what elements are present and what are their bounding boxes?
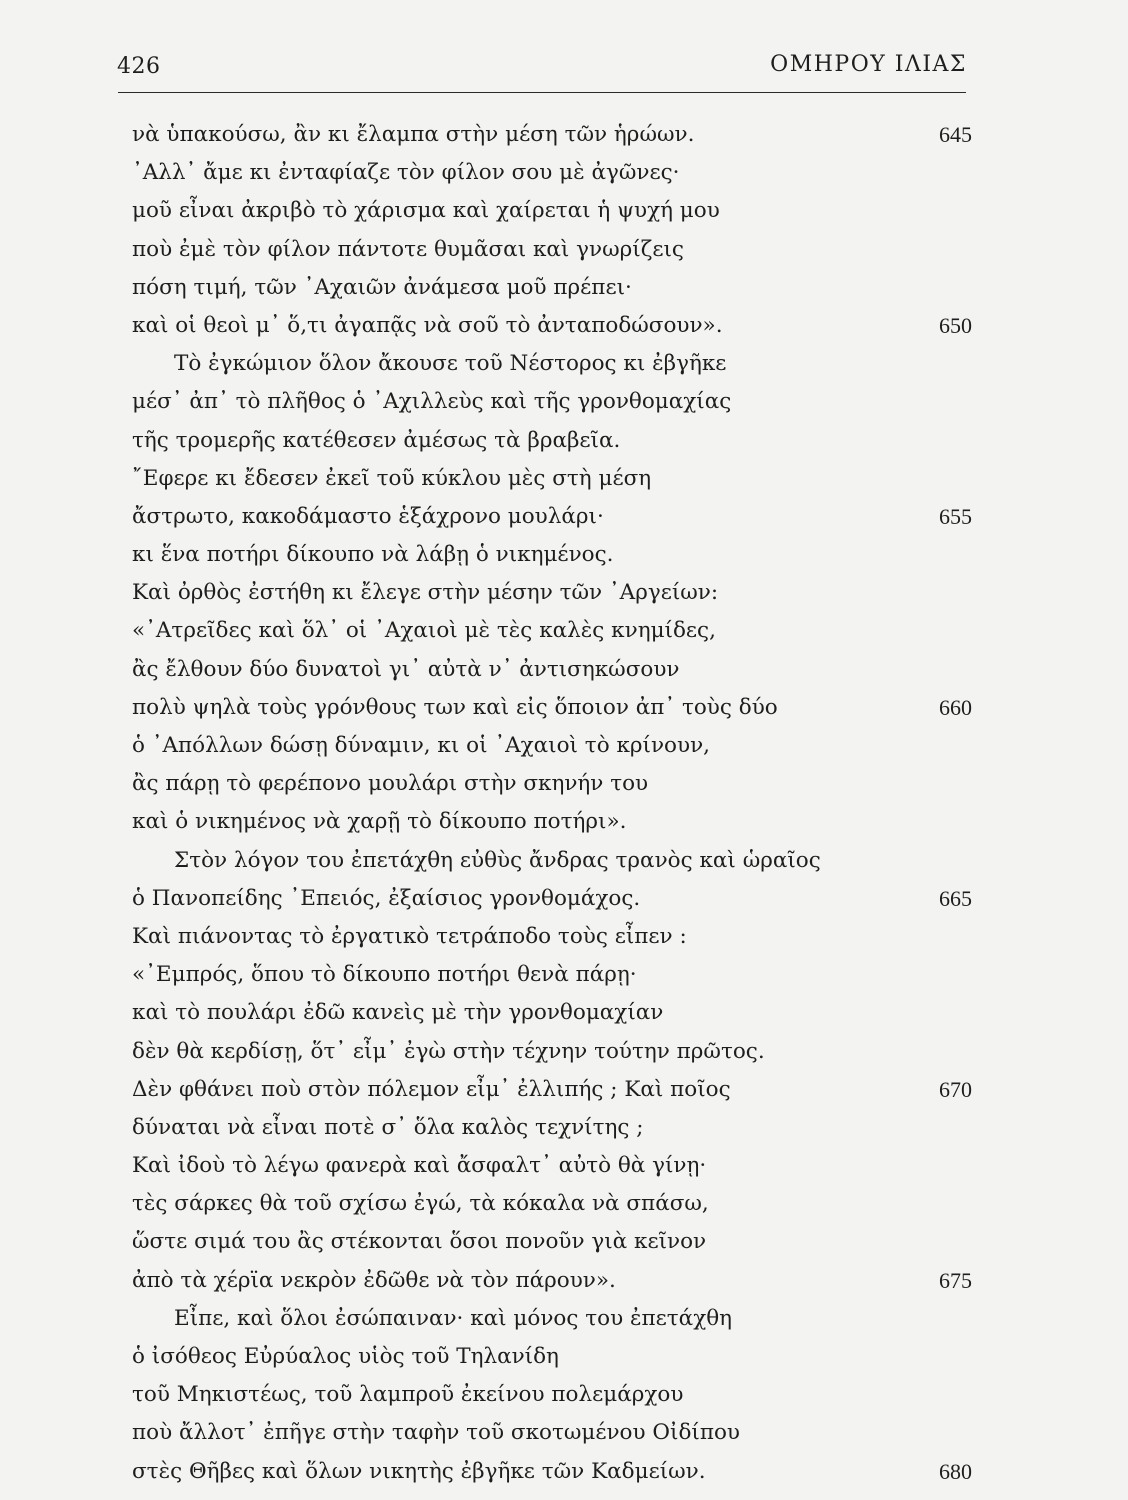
verse-line bbox=[132, 918, 972, 956]
line-number: 680 bbox=[939, 1458, 972, 1484]
verse-line bbox=[132, 994, 972, 1032]
verse-line bbox=[132, 154, 972, 192]
verse-text: ὁ Πανοπείδης ᾿Επειός, ἐξαίσιος γρονθομάχος. bbox=[132, 885, 641, 911]
line-number: 670 bbox=[939, 1076, 972, 1102]
verse-line bbox=[132, 727, 972, 765]
line-number: 650 bbox=[939, 312, 972, 338]
verse-line bbox=[132, 231, 972, 269]
verse-text: τὲς σάρκες θὰ τοῦ σχίσω ἐγώ, τὰ κόκαλα νὰ σπάσω, bbox=[132, 1191, 709, 1217]
verse-line bbox=[132, 880, 972, 918]
verse-line bbox=[132, 1071, 972, 1109]
line-number: 675 bbox=[939, 1267, 972, 1293]
verse-text: καὶ οἱ θεοὶ μ᾿ ὅ,τι ἀγαπᾷς νὰ σοῦ τὸ ἀνταποδώσουν». bbox=[132, 312, 723, 338]
verse-text: «᾿Ατρεῖδες καὶ ὅλ᾿ οἱ ᾿Αχαιοὶ μὲ τὲς καλὲς κνημίδες, bbox=[132, 618, 716, 644]
line-number: 660 bbox=[939, 694, 972, 720]
verse-text: δὲν θὰ κερδίσῃ, ὅτ᾿ εἶμ᾿ ἐγὼ στὴν τέχνην τούτην πρῶτος. bbox=[132, 1038, 765, 1064]
verse-line bbox=[132, 1376, 972, 1414]
verse-line bbox=[132, 307, 972, 345]
verse-line bbox=[132, 842, 972, 880]
verse-line bbox=[132, 1033, 972, 1071]
verse-line bbox=[132, 498, 972, 536]
verse-text: δύναται νὰ εἶναι ποτὲ σ᾿ ὅλα καλὸς τεχνίτης ; bbox=[132, 1114, 644, 1140]
verse-line bbox=[132, 612, 972, 650]
verse-text: Καὶ πιάνοντας τὸ ἐργατικὸ τετράποδο τοὺς εἶπεν : bbox=[132, 923, 687, 949]
verse-line bbox=[132, 192, 972, 230]
verse-text: ἂς πάρῃ τὸ φερέπονο μουλάρι στὴν σκηνήν του bbox=[132, 771, 649, 797]
verse-text: Εἶπε, καὶ ὅλοι ἐσώπαιναν· καὶ μόνος του ἐπετάχθη bbox=[174, 1305, 733, 1331]
verse-text: Δὲν φθάνει ποὺ στὸν πόλεμον εἶμ᾿ ἐλλιπής ; Καὶ ποῖος bbox=[132, 1076, 731, 1102]
verse-text: ῎Εφερε κι ἔδεσεν ἐκεῖ τοῦ κύκλου μὲς στὴ μέση bbox=[132, 465, 652, 491]
verse-text: μέσ᾿ ἀπ᾿ τὸ πλῆθος ὁ ᾿Αχιλλεὺς καὶ τῆς γρονθομαχίας bbox=[132, 389, 732, 415]
verse-line bbox=[132, 345, 972, 383]
verse-text: τοῦ Μηκιστέως, τοῦ λαμπροῦ ἐκείνου πολεμάρχου bbox=[132, 1382, 684, 1408]
line-number: 665 bbox=[939, 885, 972, 911]
verse-line bbox=[132, 1414, 972, 1452]
verse-line bbox=[132, 803, 972, 841]
header-rule bbox=[118, 92, 966, 93]
verse-line bbox=[132, 460, 972, 498]
verse-line bbox=[132, 536, 972, 574]
verse-text: στὲς Θῆβες καὶ ὅλων νικητὴς ἐβγῆκε τῶν Καδμείων. bbox=[132, 1458, 706, 1484]
verse-text: τῆς τρομερῆς κατέθεσεν ἀμέσως τὰ βραβεῖα. bbox=[132, 427, 621, 453]
verse-text: Καὶ ὀρθὸς ἐστήθη κι ἔλεγε στὴν μέσην τῶν ᾿Αργείων: bbox=[132, 580, 719, 606]
verse-text: ἀπὸ τὰ χέρϊα νεκρὸν ἐδῶθε νὰ τὸν πάρουν». bbox=[132, 1267, 616, 1293]
verse-block bbox=[132, 116, 972, 1491]
verse-text: ὥστε σιμά του ἂς στέκονται ὅσοι πονοῦν γιὰ κεῖνον bbox=[132, 1229, 707, 1255]
verse-line bbox=[132, 422, 972, 460]
verse-text: «᾿Εμπρός, ὅπου τὸ δίκουπο ποτήρι θενὰ πάρῃ· bbox=[132, 962, 637, 988]
verse-text: ᾿Αλλ᾿ ἄμε κι ἐνταφίαζε τὸν φίλον σου μὲ ἀγῶνες· bbox=[132, 160, 680, 186]
verse-line bbox=[132, 116, 972, 154]
verse-line bbox=[132, 651, 972, 689]
verse-line bbox=[132, 269, 972, 307]
verse-text: ἄστρωτο, κακοδάμαστο ἑξάχρονο μουλάρι· bbox=[132, 503, 604, 529]
verse-line bbox=[132, 1300, 972, 1338]
verse-line bbox=[132, 956, 972, 994]
verse-line bbox=[132, 1109, 972, 1147]
verse-text: κι ἕνα ποτήρι δίκουπο νὰ λάβῃ ὁ νικημένος. bbox=[132, 542, 614, 568]
verse-line bbox=[132, 383, 972, 421]
verse-text: Τὸ ἐγκώμιον ὅλον ἄκουσε τοῦ Νέστορος κι ἐβγῆκε bbox=[174, 351, 727, 377]
verse-text: Στὸν λόγον του ἐπετάχθη εὐθὺς ἄνδρας τρανὸς καὶ ὡραῖος bbox=[174, 847, 821, 873]
verse-line bbox=[132, 1223, 972, 1261]
verse-text: ὁ ἰσόθεος Εὐρύαλος υἱὸς τοῦ Τηλανίδη bbox=[132, 1344, 559, 1369]
verse-text: πόση τιμή, τῶν ᾿Αχαιῶν ἀνάμεσα μοῦ πρέπει· bbox=[132, 274, 632, 300]
verse-text: ποὺ ἐμὲ τὸν φίλον πάντοτε θυμᾶσαι καὶ γνωρίζεις bbox=[132, 236, 684, 262]
verse-line bbox=[132, 1453, 972, 1491]
verse-text: μοῦ εἶναι ἀκριβὸ τὸ χάρισμα καὶ χαίρεται ἡ ψυχή μου bbox=[132, 198, 720, 224]
line-number: 645 bbox=[939, 122, 972, 147]
verse-line bbox=[132, 689, 972, 727]
verse-text: νὰ ὑπακούσω, ἂν κι ἔλαμπα στὴν μέση τῶν ἡρώων. bbox=[132, 122, 695, 147]
verse-line bbox=[132, 1147, 972, 1185]
verse-text: ὁ ᾿Απόλλων δώσῃ δύναμιν, κι οἱ ᾿Αχαιοὶ τὸ κρίνουν, bbox=[132, 733, 710, 758]
verse-text: Καὶ ἰδοὺ τὸ λέγω φανερὰ καὶ ἄσφαλτ᾿ αὐτὸ θὰ γίνῃ· bbox=[132, 1153, 707, 1179]
verse-text: καὶ ὁ νικημένος νὰ χαρῇ τὸ δίκουπο ποτήρι». bbox=[132, 809, 627, 835]
verse-text: ποὺ ἄλλοτ᾿ ἐπῆγε στὴν ταφὴν τοῦ σκοτωμένου Οἰδίπου bbox=[132, 1420, 740, 1446]
verse-text: ἂς ἔλθουν δύο δυνατοὶ γι᾿ αὐτὰ ν᾿ ἀντισηκώσουν bbox=[132, 656, 680, 682]
verse-text: πολὺ ψηλὰ τοὺς γρόνθους των καὶ εἰς ὅποιον ἀπ᾿ τοὺς δύο bbox=[132, 694, 778, 720]
verse-line bbox=[132, 574, 972, 612]
verse-line bbox=[132, 765, 972, 803]
verse-text: καὶ τὸ πουλάρι ἐδῶ κανεὶς μὲ τὴν γρονθομαχίαν bbox=[132, 1000, 664, 1026]
verse-line bbox=[132, 1185, 972, 1223]
page-header bbox=[117, 42, 967, 88]
line-number: 655 bbox=[939, 503, 972, 529]
running-title: ΟΜΗΡΟΥ ΙΛΙΑΣ bbox=[770, 52, 967, 77]
verse-line bbox=[132, 1338, 972, 1376]
page-number: 426 bbox=[117, 54, 161, 79]
verse-line bbox=[132, 1262, 972, 1300]
